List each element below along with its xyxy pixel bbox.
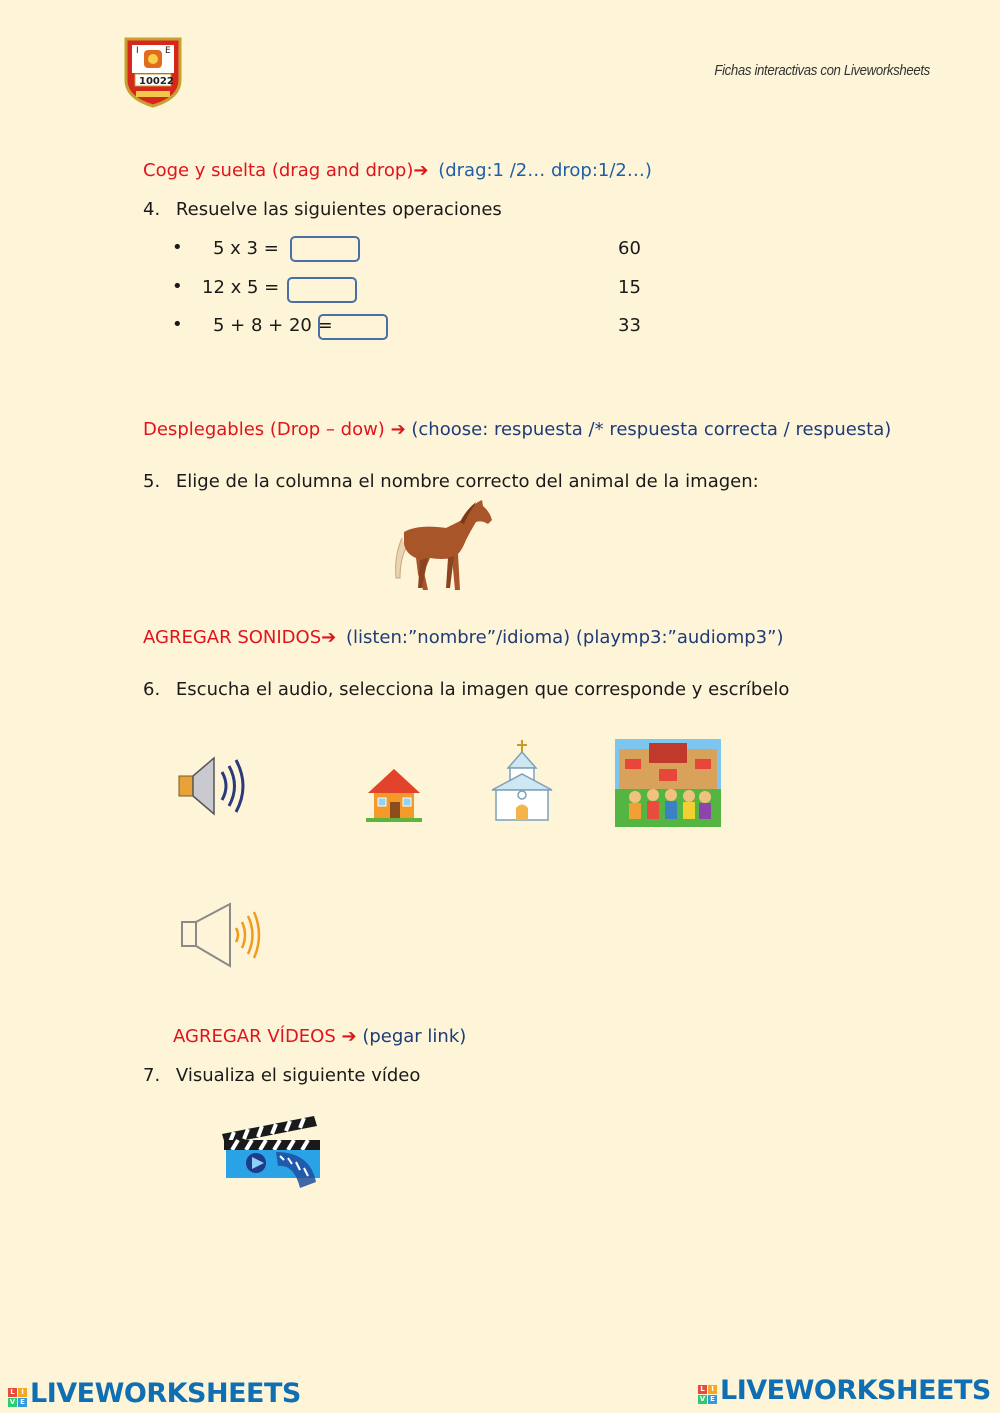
dropdown-section-title: Desplegables (Drop – dow) bbox=[143, 419, 385, 440]
answer-drop-box-2[interactable] bbox=[287, 277, 357, 303]
drag-section-title: Coge y suelta (drag and drop) bbox=[143, 160, 414, 181]
question-text: Elige de la columna el nombre correcto del animal de la imagen: bbox=[175, 471, 759, 492]
bullet: • bbox=[172, 314, 183, 335]
sound-section-hint: (listen:”nombre”/idioma) (playmp3:”audiomp3”) bbox=[345, 627, 784, 648]
question-text: Visualiza el siguiente vídeo bbox=[175, 1065, 421, 1086]
arrow-icon: ➔ bbox=[321, 627, 337, 648]
question-6 bbox=[143, 679, 789, 700]
draggable-answer[interactable]: 33 bbox=[618, 315, 641, 336]
liveworksheets-logo-icon bbox=[8, 1388, 27, 1407]
logo-tile: V bbox=[699, 1395, 706, 1403]
question-number: 4. bbox=[143, 199, 161, 220]
answer-drop-box-1[interactable] bbox=[290, 236, 360, 262]
footer-brand-left bbox=[8, 1378, 301, 1412]
horse-image bbox=[388, 498, 496, 594]
question-text: Escucha el audio, selecciona la imagen que corresponde y escríbelo bbox=[175, 679, 790, 700]
video-section-heading bbox=[173, 1026, 466, 1047]
sound-section-heading bbox=[143, 627, 783, 648]
logo-tile: E bbox=[708, 1395, 717, 1404]
drag-section-heading bbox=[143, 160, 652, 181]
question-7 bbox=[143, 1065, 420, 1086]
logo-letter-i: I bbox=[136, 46, 139, 56]
bullet: • bbox=[172, 237, 183, 258]
logo-tile: I bbox=[18, 1388, 27, 1397]
video-section-title: AGREGAR VÍDEOS bbox=[173, 1026, 336, 1047]
speaker-outline-icon[interactable] bbox=[180, 902, 264, 968]
house-image[interactable] bbox=[366, 766, 422, 822]
question-4 bbox=[143, 199, 502, 220]
question-text: Resuelve las siguientes operaciones bbox=[175, 199, 502, 220]
question-number: 7. bbox=[143, 1065, 161, 1086]
sound-section-title: AGREGAR SONIDOS bbox=[143, 627, 322, 648]
liveworksheets-brand: LIVEWORKSHEETS bbox=[30, 1378, 301, 1409]
arrow-icon: ➔ bbox=[390, 419, 406, 440]
church-image[interactable] bbox=[488, 738, 556, 822]
question-number: 6. bbox=[143, 679, 161, 700]
drag-section-hint: (drag:1 /2… drop:1/2…) bbox=[438, 160, 652, 181]
arrow-icon: ➔ bbox=[413, 160, 429, 181]
logo-tile: E bbox=[18, 1398, 27, 1407]
bullet: • bbox=[172, 276, 183, 297]
logo-number: 10022 bbox=[139, 76, 174, 87]
draggable-answer[interactable]: 15 bbox=[618, 277, 641, 298]
school-image[interactable] bbox=[615, 739, 721, 827]
logo-tile: I bbox=[708, 1385, 717, 1394]
draggable-answer[interactable]: 60 bbox=[618, 238, 641, 259]
arrow-icon: ➔ bbox=[341, 1026, 357, 1047]
logo-letter-e: E bbox=[165, 46, 171, 56]
footer-brand-right bbox=[698, 1375, 991, 1409]
dropdown-section-heading bbox=[143, 419, 891, 440]
liveworksheets-logo-icon bbox=[698, 1385, 717, 1404]
operation-expr: 12 x 5 = bbox=[202, 277, 280, 298]
liveworksheets-brand: LIVEWORKSHEETS bbox=[720, 1375, 991, 1406]
school-logo bbox=[122, 36, 184, 108]
speaker-icon[interactable] bbox=[176, 754, 248, 818]
logo-tile: L bbox=[8, 1388, 17, 1397]
answer-drop-box-3[interactable] bbox=[318, 314, 388, 340]
dropdown-section-hint: (choose: respuesta /* respuesta correcta / respuesta) bbox=[411, 419, 892, 440]
video-section-hint: (pegar link) bbox=[362, 1026, 467, 1047]
logo-tile: L bbox=[698, 1385, 707, 1394]
logo-tile: V bbox=[9, 1398, 16, 1406]
operation-expr: 5 + 8 + 20 = bbox=[213, 315, 333, 336]
question-5 bbox=[143, 471, 759, 492]
question-number: 5. bbox=[143, 471, 161, 492]
page-title: Fichas interactivas con Liveworksheets bbox=[714, 62, 930, 79]
video-clapperboard-icon[interactable] bbox=[220, 1112, 322, 1190]
operation-expr: 5 x 3 = bbox=[213, 238, 279, 259]
